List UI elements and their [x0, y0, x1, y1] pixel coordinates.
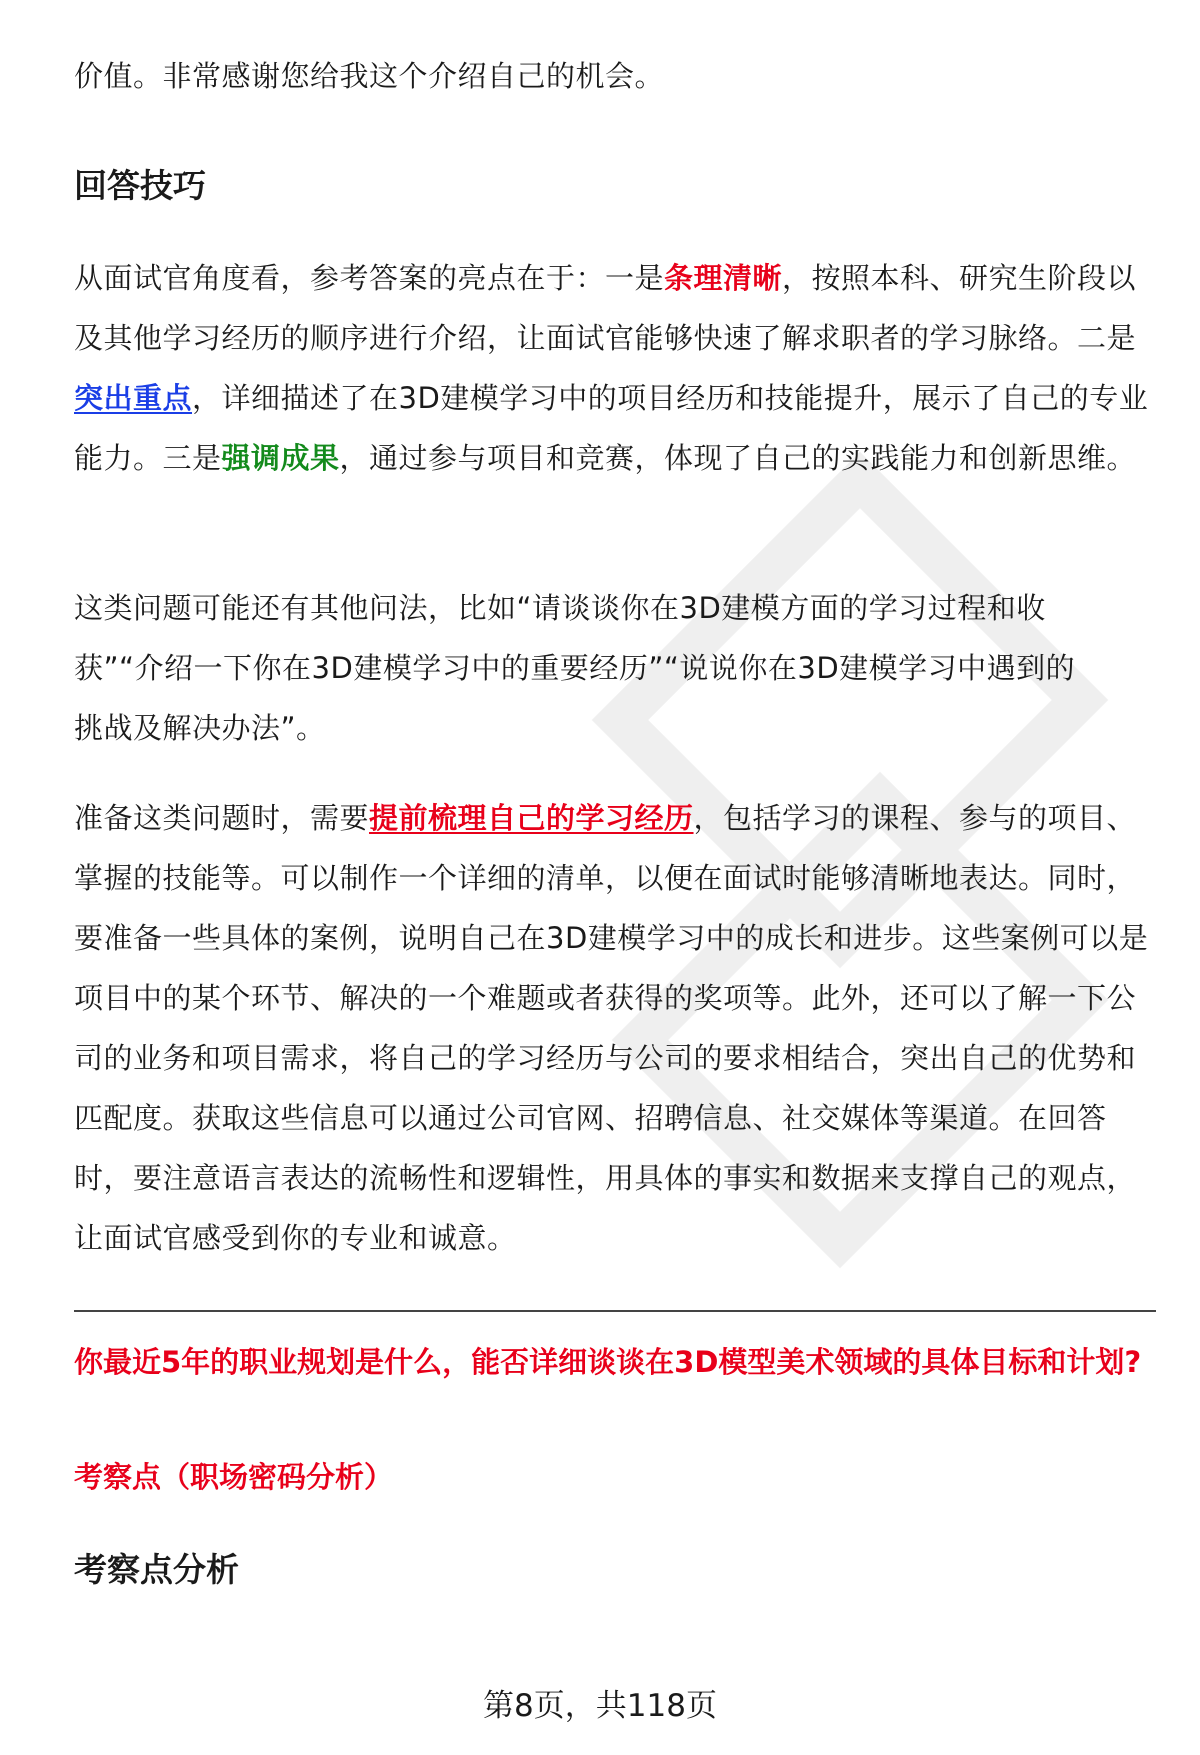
answer-tips-paragraph-2: 这类问题可能还有其他问法，比如“请谈谈你在3D建模方面的学习过程和收获”“介绍一下你在3D建模学习中的重要经历”“说说你在3D建模学习中遇到的挑战及解决办法”。	[74, 591, 1076, 745]
answer-tips-paragraph-1: 从面试官角度看，参考答案的亮点在于：一是条理清晰，按照本科、研究生阶段以及其他学习经历的顺序进行介绍，让面试官能够快速了解求职者的学习脉络。二是突出重点，详细描述了在3D建模学习中的项目经历和技能提升，展示了自己的专业能力。三是强调成果，通过参与项目和竞赛，体现了自己的实践能力和创新思维。	[74, 261, 1149, 475]
highlight-key-points: 突出重点	[74, 381, 193, 415]
assessment-analysis-heading: 考察点分析	[74, 1550, 239, 1589]
highlight-clear-structure: 条理清晰	[664, 261, 783, 295]
answer-tips-paragraph-3: 准备这类问题时，需要提前梳理自己的学习经历，包括学习的课程、参与的项目、掌握的技能等。可以制作一个详细的清单，以便在面试时能够清晰地表达。同时，要准备一些具体的案例，说明自己在3D建模学习中的成长和进步。这些案例可以是项目中的某个环节、解决的一个难题或者获得的奖项等。此外，还可以了解一下公司的业务和项目需求，将自己的学习经历与公司的要求相结合，突出自己的优势和匹配度。获取这些信息可以通过公司官网、招聘信息、社交媒体等渠道。在回答时，要注意语言表达的流畅性和逻辑性，用具体的事实和数据来支撑自己的观点，让面试官感受到你的专业和诚意。	[74, 801, 1149, 1255]
answer-tips-heading: 回答技巧	[74, 166, 206, 205]
highlight-review-experience: 提前梳理自己的学习经历	[369, 801, 694, 835]
intro-tail-text: 价值。非常感谢您给我这个介绍自己的机会。	[74, 59, 665, 93]
section-divider	[74, 1310, 1156, 1312]
page-number-footer: 第8页，共118页	[483, 1688, 717, 1724]
assessment-point-label: 考察点（职场密码分析）	[74, 1460, 394, 1494]
highlight-results: 强调成果	[221, 441, 340, 475]
next-question-title: 你最近5年的职业规划是什么，能否详细谈谈在3D模型美术领域的具体目标和计划?	[74, 1345, 1142, 1379]
